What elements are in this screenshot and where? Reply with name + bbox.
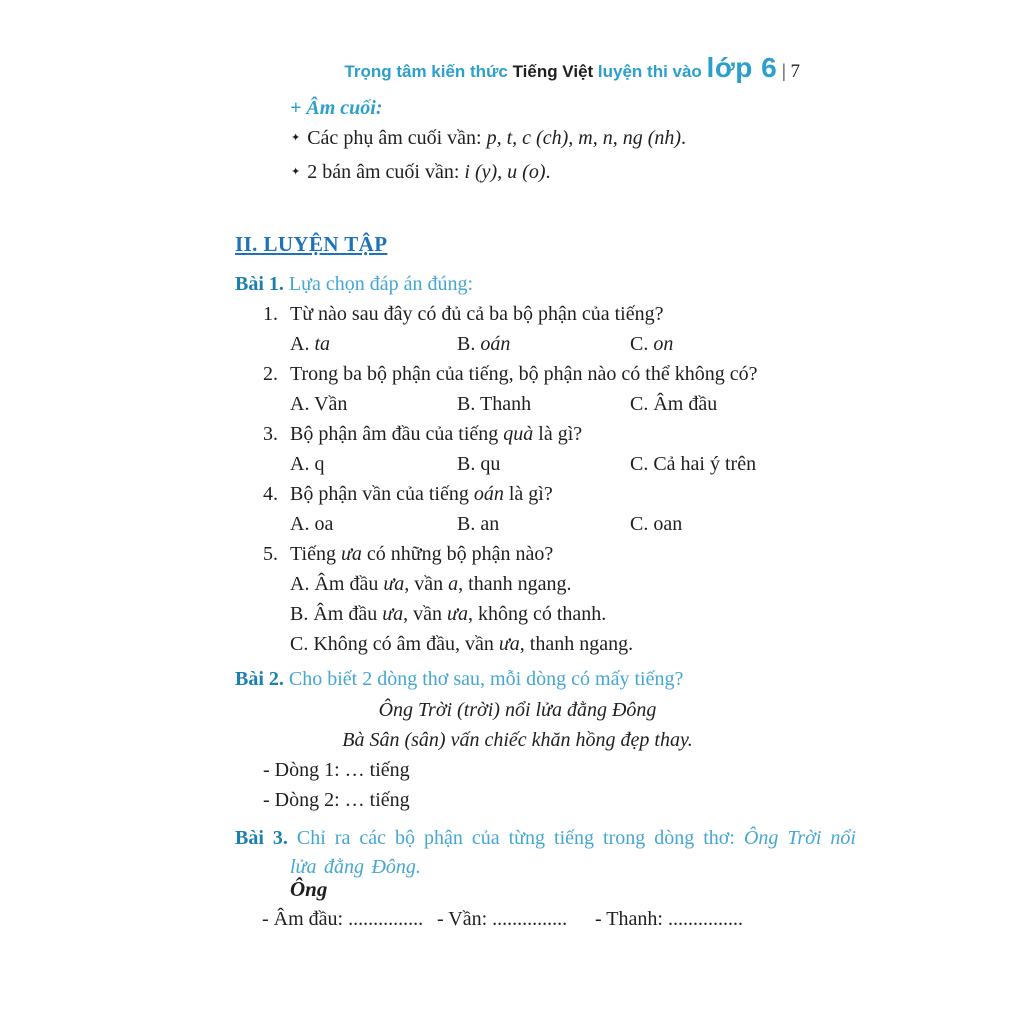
answer-line-2: - Dòng 2: … tiếng	[263, 789, 410, 811]
question-2	[263, 363, 758, 386]
question-1	[263, 303, 663, 326]
question-4-number: 4.	[263, 483, 278, 505]
option-3c: C. Cả hai ý trên	[630, 453, 757, 475]
option-5b: B. Âm đầu ưa, vần ưa, không có thanh.	[290, 603, 607, 625]
bullet-item-2: ✦ 2 bán âm cuối vần: i (y), u (o).	[291, 161, 551, 183]
question-5-text: Tiếng ưa có những bộ phận nào?	[290, 543, 554, 565]
field-thanh: - Thanh: ...............	[595, 908, 743, 930]
option-1c: C. on	[630, 333, 674, 355]
option-4c: C. oan	[630, 513, 683, 535]
option-2c: C. Âm đầu	[630, 393, 718, 415]
bai3-fields	[262, 908, 825, 934]
question-3-number: 3.	[263, 423, 278, 445]
question-4-options	[290, 513, 682, 536]
option-3b: B. qu	[457, 453, 501, 475]
answer-line-1: - Dòng 1: … tiếng	[263, 759, 410, 781]
question-2-number: 2.	[263, 363, 278, 385]
bullet-item-1: ✦ Các phụ âm cuối vần: p, t, c (ch), m, n, ng (nh).	[291, 127, 687, 149]
question-3	[263, 423, 582, 446]
question-4-text: Bộ phận vần của tiếng oán là gì?	[290, 483, 553, 505]
question-5	[263, 543, 553, 566]
bai3-word: Ông	[290, 877, 328, 901]
field-van: - Vần: ...............	[437, 908, 568, 930]
option-2b: B. Thanh	[457, 393, 532, 415]
bai3-title: Bài 3. Chỉ ra các bộ phận của từng tiếng trong dòng thơ: Ông Trời nổi lửa đằng Đông.	[235, 827, 856, 878]
page-header: Trọng tâm kiến thức Tiếng Việt luyện thi vào lớp 6 | 7	[344, 52, 800, 83]
question-4	[263, 483, 553, 506]
option-3a: A. q	[290, 453, 325, 475]
bai1-title: Bài 1. Lựa chọn đáp án đúng:	[235, 273, 474, 295]
option-4b: B. an	[457, 513, 500, 535]
question-5-number: 5.	[263, 543, 278, 565]
am-cuoi-heading: + Âm cuối:	[290, 97, 383, 119]
bai2-title: Bài 2. Cho biết 2 dòng thơ sau, mỗi dòng có mấy tiếng?	[235, 668, 684, 690]
question-1-options	[290, 333, 673, 356]
option-2a: A. Vần	[290, 393, 348, 415]
option-4a: A. oa	[290, 513, 334, 535]
section-heading: II. LUYỆN TẬP	[235, 232, 388, 256]
question-2-text: Trong ba bộ phận của tiếng, bộ phận nào có thể không có?	[290, 363, 758, 385]
option-5c: C. Không có âm đầu, vần ưa, thanh ngang.	[290, 633, 634, 655]
poem-line-1: Ông Trời (trời) nổi lửa đằng Đông	[378, 699, 657, 721]
poem-line-2: Bà Sân (sân) vấn chiếc khăn hồng đẹp thay.	[342, 729, 693, 751]
question-1-text: Từ nào sau đây có đủ cả ba bộ phận của tiếng?	[290, 303, 664, 325]
option-5a: A. Âm đầu ưa, vần a, thanh ngang.	[290, 573, 572, 595]
question-1-number: 1.	[263, 303, 278, 325]
field-am-dau: - Âm đầu: ...............	[262, 908, 424, 930]
question-3-options	[290, 453, 756, 476]
question-3-text: Bộ phận âm đầu của tiếng quà là gì?	[290, 423, 583, 445]
option-1b: B. oán	[457, 333, 511, 355]
question-2-options	[290, 393, 717, 416]
option-1a: A. ta	[290, 333, 331, 355]
